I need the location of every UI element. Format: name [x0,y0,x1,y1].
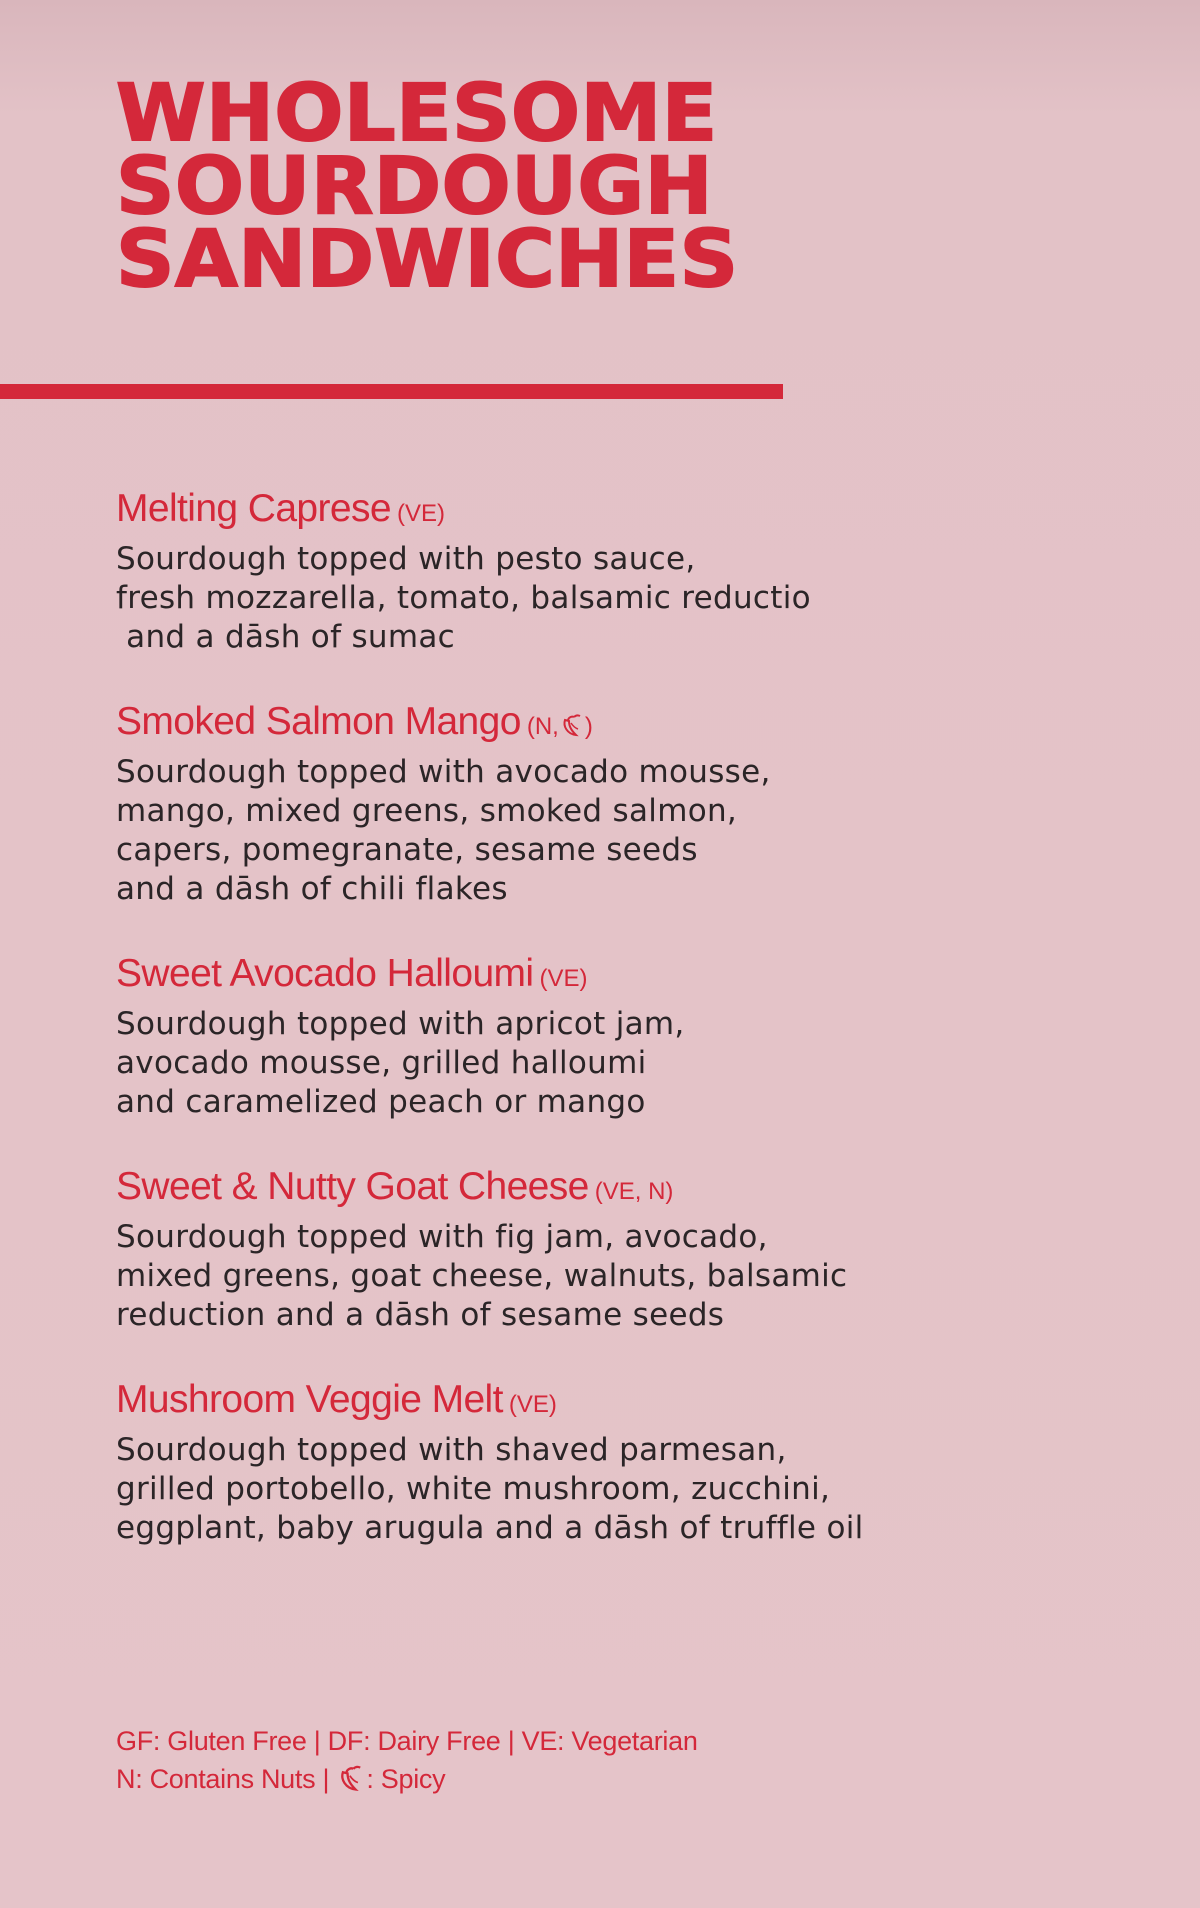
dietary-tag: (VE, N) [594,1178,674,1205]
menu-item-melting-caprese [116,486,1016,657]
description-line: and caramelized peach or mango [116,1084,646,1120]
description-line: fresh mozzarella, tomato, balsamic reductio [116,580,811,616]
dietary-tag: (VE) [508,1391,557,1418]
description-line: Sourdough topped with fig jam, avocado, [116,1219,768,1255]
item-name: Mushroom Veggie Melt [116,1378,503,1421]
description-line: Sourdough topped with pesto sauce, [116,541,696,577]
description-line: and a dāsh of chili flakes [116,871,508,907]
description-line: Sourdough topped with avocado mousse, [116,754,771,790]
dietary-tag [527,713,593,740]
dietary-tag: (VE) [539,965,588,992]
item-description [116,753,1016,909]
description-line: avocado mousse, grilled halloumi [116,1045,647,1081]
dietary-tag: (VE) [396,500,445,527]
item-name: Sweet & Nutty Goat Cheese [116,1165,589,1208]
description-line: mango, mixed greens, smoked salmon, [116,793,738,829]
dietary-tag-close: ) [584,713,593,740]
item-name: Smoked Salmon Mango [116,700,521,743]
description-line: reduction and a dāsh of sesame seeds [116,1297,725,1333]
menu-item-smoked-salmon-mango [116,699,1016,909]
menu-item-mushroom-veggie-melt [116,1377,1016,1548]
item-heading [116,951,1016,1005]
description-line: Sourdough topped with apricot jam, [116,1006,685,1042]
description-line: Sourdough topped with shaved parmesan, [116,1432,787,1468]
title-line-1: WHOLESOME [116,69,718,159]
legend-nuts-text: N: Contains Nuts | [116,1764,337,1794]
description-line: eggplant, baby arugula and a dāsh of truffle oil [116,1510,864,1546]
title-line-3: SANDWICHES [116,215,739,305]
description-line: mixed greens, goat cheese, walnuts, balsamic [116,1258,848,1294]
legend-spicy-text: : Spicy [366,1764,446,1794]
item-heading [116,1164,1016,1218]
item-heading [116,1377,1016,1431]
item-description [116,1005,1016,1122]
menu-title [116,69,816,305]
item-description [116,1218,1016,1335]
chili-pepper-icon [336,1763,366,1793]
title-line-2: SOURDOUGH [116,142,714,232]
description-line: capers, pomegranate, sesame seeds [116,832,698,868]
item-description [116,540,1016,657]
description-line: grilled portobello, white mushroom, zucchini, [116,1471,831,1507]
legend-line-1: GF: Gluten Free | DF: Dairy Free | VE: Vegetarian [116,1726,698,1756]
menu-item-list [116,486,1016,1590]
dietary-legend [116,1722,1016,1798]
dietary-tag-open: (N, [526,713,559,740]
description-line: and a dāsh of sumac [116,619,455,655]
legend-line-2 [116,1760,1016,1798]
chili-pepper-icon [559,712,585,738]
item-name: Melting Caprese [116,487,391,530]
item-description [116,1431,1016,1548]
item-heading [116,699,1016,753]
item-heading [116,486,1016,540]
title-underline-divider [0,384,783,399]
menu-item-sweet-nutty-goat-cheese [116,1164,1016,1335]
menu-item-sweet-avocado-halloumi [116,951,1016,1122]
item-name: Sweet Avocado Halloumi [116,952,534,995]
